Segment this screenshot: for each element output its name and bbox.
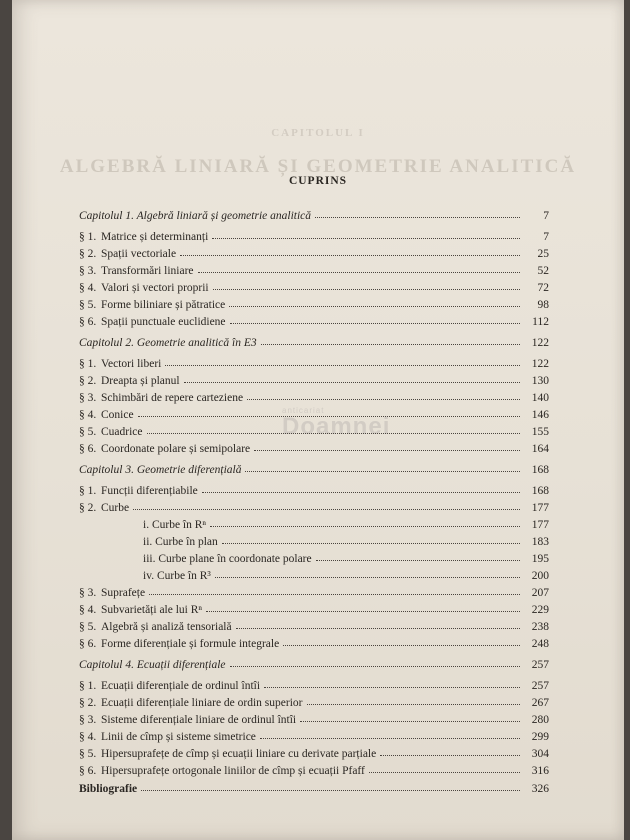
page-number: 238: [531, 621, 549, 633]
page-number: 316: [531, 765, 549, 777]
section-number: § 4.: [79, 604, 97, 616]
page-number: 122: [531, 337, 549, 349]
toc-entry: [79, 675, 549, 692]
entry-label: iii. Curbe plane în coordonate polare: [143, 553, 312, 565]
page-number: 248: [531, 638, 549, 650]
entry-label: Transformări liniare: [101, 265, 194, 277]
section-number: § 3.: [79, 265, 97, 277]
toc-entry: [79, 353, 549, 370]
dot-leader: [141, 789, 520, 791]
page-number: 177: [531, 502, 549, 514]
toc-chapter-1: [79, 205, 549, 222]
entry-label: Forme biliniare și pătratice: [101, 299, 226, 311]
toc-chapter-2: [79, 332, 549, 349]
section-number: § 2.: [79, 375, 97, 387]
dot-leader: [165, 364, 520, 366]
toc-entry: [79, 294, 549, 311]
page-number: 195: [531, 553, 549, 565]
dot-leader: [133, 508, 520, 510]
dot-leader: [315, 216, 520, 218]
page-number: 25: [537, 248, 549, 260]
page-number: 207: [531, 587, 549, 599]
entry-label: Dreapta și planul: [101, 375, 180, 387]
dot-leader: [210, 525, 520, 527]
toc-bibliography: [79, 778, 549, 795]
section-number: § 1.: [79, 358, 97, 370]
toc-entry: [79, 760, 549, 777]
dot-leader: [264, 686, 520, 688]
dot-leader: [138, 415, 520, 417]
entry-label: Conice: [101, 409, 134, 421]
toc-entry: [79, 743, 549, 760]
dot-leader: [147, 432, 520, 434]
section-number: § 3.: [79, 587, 97, 599]
entry-label: Forme diferențiale și formule integrale: [101, 638, 280, 650]
page-number: 112: [532, 316, 549, 328]
toc-chapter-3: [79, 459, 549, 476]
dot-leader: [230, 665, 520, 667]
toc-entry: [79, 616, 549, 633]
page-number: 122: [531, 358, 549, 370]
entry-label: Linii de cîmp și sisteme simetrice: [101, 731, 256, 743]
bleed-through-chapter-title: ALGEBRĂ LINIARĂ ȘI GEOMETRIE ANALITICĂ: [59, 156, 577, 177]
entry-label: Hipersuprafețe de cîmp și ecuații liniare cu derivate parțiale: [101, 748, 377, 760]
entry-label: Sisteme diferențiale liniare de ordinul întîi: [101, 714, 297, 726]
dot-leader: [261, 343, 520, 345]
page-number: 200: [531, 570, 549, 582]
section-number: § 6.: [79, 443, 97, 455]
section-number: § 4.: [79, 731, 97, 743]
toc-entry: [79, 311, 549, 328]
dot-leader: [222, 542, 520, 544]
toc-entry: [79, 370, 549, 387]
section-number: § 4.: [79, 282, 97, 294]
page-number: 183: [531, 536, 549, 548]
entry-label: Cuadrice: [101, 426, 143, 438]
dot-leader: [230, 322, 520, 324]
entry-label: Schimbări de repere carteziene: [101, 392, 244, 404]
section-number: § 1.: [79, 680, 97, 692]
toc-entry: [79, 497, 549, 514]
dot-leader: [206, 610, 520, 612]
bleed-through-chapter-heading: CAPITOLUL I: [271, 127, 365, 139]
chapter-label: Capitolul 1. Algebră liniară și geometrie analitică: [79, 210, 312, 222]
page-number: 168: [531, 485, 549, 497]
dot-leader: [229, 305, 520, 307]
dot-leader: [184, 381, 520, 383]
page-number: 7: [543, 231, 549, 243]
dot-leader: [212, 237, 520, 239]
section-number: § 5.: [79, 748, 97, 760]
page-number: 146: [531, 409, 549, 421]
page-number: 326: [531, 783, 549, 795]
toc-subentry: [79, 531, 549, 548]
page-number: 52: [537, 265, 549, 277]
dot-leader: [215, 576, 520, 578]
section-number: § 6.: [79, 316, 97, 328]
section-number: § 5.: [79, 621, 97, 633]
section-number: § 6.: [79, 765, 97, 777]
section-number: § 2.: [79, 248, 97, 260]
toc-entry: [79, 582, 549, 599]
watermark-small-text: anticariat: [282, 406, 325, 415]
chapter-label: Capitolul 3. Geometrie diferențială: [79, 464, 242, 476]
entry-label: Funcții diferențiabile: [101, 485, 198, 497]
entry-label: i. Curbe în Rⁿ: [143, 519, 207, 531]
entry-label: Curbe: [101, 502, 130, 514]
bibliography-label: Bibliografie: [79, 783, 138, 795]
section-number: § 3.: [79, 714, 97, 726]
toc-entry: [79, 277, 549, 294]
page-number: 155: [531, 426, 549, 438]
toc-chapter-4: [79, 654, 549, 671]
page-number: 257: [531, 659, 549, 671]
entry-label: ii. Curbe în plan: [143, 536, 218, 548]
section-number: § 3.: [79, 392, 97, 404]
toc-entry: [79, 226, 549, 243]
toc-subentry: [79, 565, 549, 582]
dot-leader: [180, 254, 520, 256]
toc-entry: [79, 692, 549, 709]
dot-leader: [283, 644, 520, 646]
page-number: 304: [531, 748, 549, 760]
page-number: 267: [531, 697, 549, 709]
section-number: § 6.: [79, 638, 97, 650]
section-number: § 1.: [79, 231, 97, 243]
entry-label: iv. Curbe în R³: [143, 570, 211, 582]
entry-label: Subvarietăți ale lui Rⁿ: [101, 604, 203, 616]
toc-entry: [79, 599, 549, 616]
entry-label: Spații punctuale euclidiene: [101, 316, 226, 328]
page-number: 72: [537, 282, 549, 294]
dot-leader: [202, 491, 520, 493]
toc-entry: [79, 387, 549, 404]
toc-entry: [79, 260, 549, 277]
section-number: § 5.: [79, 426, 97, 438]
dot-leader: [247, 398, 520, 400]
entry-label: Spații vectoriale: [101, 248, 177, 260]
entry-label: Ecuații diferențiale de ordinul întîi: [101, 680, 261, 692]
toc-entry: [79, 404, 549, 421]
section-number: § 5.: [79, 299, 97, 311]
toc-subentry: [79, 548, 549, 565]
page-number: 177: [531, 519, 549, 531]
page-number: 98: [537, 299, 549, 311]
dot-leader: [245, 470, 520, 472]
dot-leader: [198, 271, 520, 273]
toc-entry: [79, 480, 549, 497]
section-number: § 4.: [79, 409, 97, 421]
page-number: 229: [531, 604, 549, 616]
page-number: 164: [531, 443, 549, 455]
page-number: 280: [531, 714, 549, 726]
page-title: CUPRINS: [288, 175, 348, 187]
dot-leader: [369, 771, 520, 773]
book-page: [12, 0, 624, 840]
dot-leader: [213, 288, 520, 290]
entry-label: Coordonate polare și semipolare: [101, 443, 251, 455]
dot-leader: [260, 737, 520, 739]
toc-entry: [79, 243, 549, 260]
dot-leader: [254, 449, 520, 451]
entry-label: Algebră și analiză tensorială: [101, 621, 232, 633]
entry-label: Ecuații diferențiale liniare de ordin superior: [101, 697, 303, 709]
dot-leader: [380, 754, 520, 756]
section-number: § 1.: [79, 485, 97, 497]
toc-entry: [79, 421, 549, 438]
chapter-label: Capitolul 4. Ecuații diferențiale: [79, 659, 226, 671]
page-number: 168: [531, 464, 549, 476]
toc-entry: [79, 438, 549, 455]
chapter-label: Capitolul 2. Geometrie analitică în E3: [79, 337, 257, 349]
page-number: 140: [531, 392, 549, 404]
page-number: 257: [531, 680, 549, 692]
page-number: 299: [531, 731, 549, 743]
section-number: § 2.: [79, 502, 97, 514]
entry-label: Valori și vectori proprii: [101, 282, 209, 294]
watermark-big-text: Doamnei: [282, 413, 391, 440]
entry-label: Suprafețe: [101, 587, 146, 599]
toc-entry: [79, 633, 549, 650]
entry-label: Vectori liberi: [101, 358, 162, 370]
dot-leader: [149, 593, 520, 595]
entry-label: Hipersuprafețe ortogonale liniilor de cîmp și ecuații Pfaff: [101, 765, 365, 777]
toc-entry: [79, 726, 549, 743]
section-number: § 2.: [79, 697, 97, 709]
toc-subentry: [79, 514, 549, 531]
dot-leader: [307, 703, 521, 705]
page-number: 130: [531, 375, 549, 387]
dot-leader: [316, 559, 520, 561]
dot-leader: [236, 627, 520, 629]
page-number: 7: [543, 210, 549, 222]
dot-leader: [300, 720, 520, 722]
toc-entry: [79, 709, 549, 726]
entry-label: Matrice și determinanți: [101, 231, 209, 243]
